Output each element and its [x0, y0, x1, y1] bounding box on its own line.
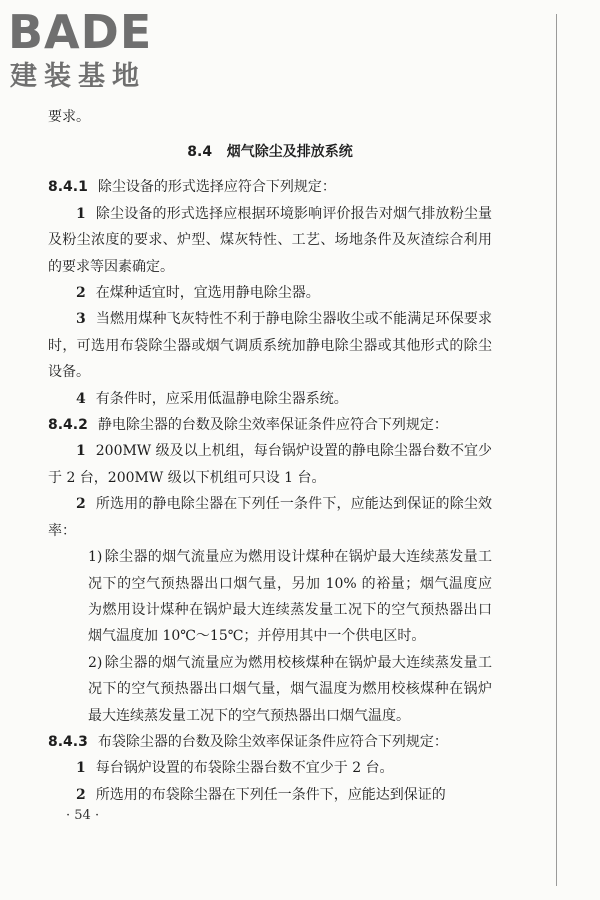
item-text: 在煤种适宜时，宜选用静电除尘器。: [95, 285, 320, 302]
section-heading: 烟气除尘及排放系统: [226, 144, 353, 161]
item-text: 200MW 级及以上机组，每台锅炉设置的静电除尘器台数不宜少于 2 台，200MW 级以下机组可只设 1 台。: [48, 443, 492, 486]
clause-number: 8.4.3: [48, 733, 88, 750]
logo-wordmark: BADE: [8, 5, 153, 59]
item-text: 每台锅炉设置的布袋除尘器台数不宜少于 2 台。: [95, 760, 394, 777]
sub-item-text: 除尘器的烟气流量应为燃用设计煤种在锅炉最大连续蒸发量工况下的空气预热器出口烟气量，另加 10% 的裕量；烟气温度应为燃用设计煤种在锅炉最大连续蒸发量工况下的空气预热器出口烟气温度加 10℃～15℃；并停用其中一个供电区时。: [88, 549, 492, 645]
continuation-text: 要求。: [48, 109, 90, 125]
list-item: [48, 280, 492, 306]
list-item: [48, 755, 492, 781]
list-item: [48, 201, 492, 280]
item-number: 2: [76, 496, 86, 513]
item-text: 所选用的静电除尘器在下列任一条件下，应能达到保证的除尘效率：: [48, 496, 492, 539]
clause-number: 8.4.1: [48, 179, 88, 196]
page-number: · 54 ·: [66, 808, 100, 823]
section-number: 8.4: [187, 144, 213, 161]
page-body: [48, 104, 492, 808]
item-number: 2: [76, 285, 86, 302]
item-number: 1: [76, 443, 86, 460]
item-number: 2: [76, 786, 86, 803]
clause-text: 静电除尘器的台数及除尘效率保证条件应符合下列规定：: [97, 417, 448, 434]
sub-item-number: 1): [88, 549, 103, 566]
list-item: [48, 491, 492, 544]
page-edge-rule: [556, 14, 557, 886]
clause-8-4-3: [48, 729, 492, 755]
item-text: 所选用的布袋除尘器在下列任一条件下，应能达到保证的: [95, 786, 446, 803]
clause-8-4-2: [48, 412, 492, 438]
item-number: 1: [76, 760, 86, 777]
list-item: [48, 306, 492, 385]
sub-item: [48, 650, 492, 729]
sub-item-number: 2): [88, 654, 103, 671]
item-number: 3: [76, 311, 86, 328]
item-text: 除尘设备的形式选择应根据环境影响评价报告对烟气排放粉尘量及粉尘浓度的要求、炉型、煤灰特性、工艺、场地条件及灰渣综合利用的要求等因素确定。: [48, 205, 492, 275]
item-text: 有条件时，应采用低温静电除尘器系统。: [95, 390, 348, 407]
clause-number: 8.4.2: [48, 417, 88, 434]
list-item: [48, 782, 492, 808]
item-number: 4: [76, 390, 86, 407]
logo-subtitle: 建装基地: [10, 61, 146, 92]
clause-8-4-1: [48, 174, 492, 200]
item-number: 1: [76, 205, 86, 222]
list-item: [48, 438, 492, 491]
sub-item: [48, 544, 492, 650]
clause-text: 除尘设备的形式选择应符合下列规定：: [97, 179, 336, 196]
list-item: [48, 386, 492, 412]
clause-text: 布袋除尘器的台数及除尘效率保证条件应符合下列规定：: [97, 733, 448, 750]
watermark-logo: [8, 6, 178, 98]
section-title: [48, 139, 492, 165]
sub-item-text: 除尘器的烟气流量应为燃用校核煤种在锅炉最大连续蒸发量工况下的空气预热器出口烟气量，烟气温度为燃用校核煤种在锅炉最大连续蒸发量工况下的空气预热器出口烟气温度。: [88, 654, 492, 724]
item-text: 当燃用煤种飞灰特性不利于静电除尘器收尘或不能满足环保要求时，可选用布袋除尘器或烟气调质系统加静电除尘器或其他形式的除尘设备。: [48, 311, 492, 381]
